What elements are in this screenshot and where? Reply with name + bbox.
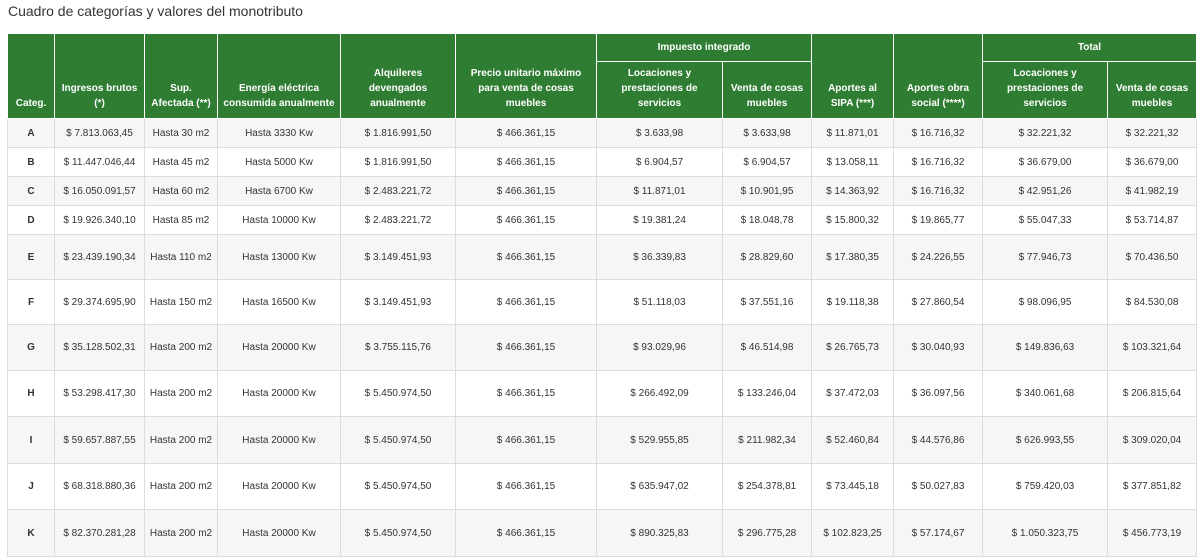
cell-imp-locaciones: $ 11.871,01	[597, 177, 723, 206]
cell-obra-social: $ 27.860,54	[894, 280, 983, 325]
cell-alquileres: $ 2.483.221,72	[341, 206, 456, 235]
cell-total-venta: $ 377.851,82	[1108, 464, 1197, 510]
cell-alquileres: $ 5.450.974,50	[341, 510, 456, 557]
cell-total-locaciones: $ 759.420,03	[983, 464, 1108, 510]
cell-categ: J	[8, 464, 55, 510]
cell-imp-locaciones: $ 93.029,96	[597, 325, 723, 371]
cell-obra-social: $ 24.226,55	[894, 235, 983, 280]
cell-imp-locaciones: $ 635.947,02	[597, 464, 723, 510]
cell-categ: A	[8, 119, 55, 148]
cell-superficie: Hasta 200 m2	[145, 371, 218, 417]
table-row	[8, 206, 1197, 235]
cell-obra-social: $ 16.716,32	[894, 119, 983, 148]
cell-superficie: Hasta 85 m2	[145, 206, 218, 235]
cell-imp-venta: $ 46.514,98	[723, 325, 812, 371]
cell-alquileres: $ 5.450.974,50	[341, 417, 456, 464]
cell-obra-social: $ 19.865,77	[894, 206, 983, 235]
cell-total-locaciones: $ 1.050.323,75	[983, 510, 1108, 557]
cell-alquileres: $ 3.755.115,76	[341, 325, 456, 371]
cell-obra-social: $ 44.576,86	[894, 417, 983, 464]
cell-total-locaciones: $ 149.836,63	[983, 325, 1108, 371]
cell-imp-locaciones: $ 19.381,24	[597, 206, 723, 235]
cell-ingresos: $ 59.657.887,55	[55, 417, 145, 464]
header-ingresos: Ingresos brutos (*)	[55, 34, 145, 119]
cell-energia: Hasta 20000 Kw	[218, 325, 341, 371]
cell-obra-social: $ 57.174,67	[894, 510, 983, 557]
cell-ingresos: $ 68.318.880,36	[55, 464, 145, 510]
table-row	[8, 325, 1197, 371]
cell-energia: Hasta 20000 Kw	[218, 371, 341, 417]
cell-energia: Hasta 20000 Kw	[218, 417, 341, 464]
cell-total-venta: $ 70.436,50	[1108, 235, 1197, 280]
cell-imp-venta: $ 37.551,16	[723, 280, 812, 325]
cell-alquileres: $ 3.149.451,93	[341, 280, 456, 325]
cell-energia: Hasta 20000 Kw	[218, 510, 341, 557]
cell-categ: C	[8, 177, 55, 206]
cell-ingresos: $ 16.050.091,57	[55, 177, 145, 206]
cell-imp-locaciones: $ 529.955,85	[597, 417, 723, 464]
cell-total-venta: $ 36.679,00	[1108, 148, 1197, 177]
header-impuesto-locaciones: Locaciones y prestaciones de servicios	[597, 62, 723, 119]
cell-total-locaciones: $ 340.061,68	[983, 371, 1108, 417]
table-row	[8, 177, 1197, 206]
table-row	[8, 119, 1197, 148]
cell-total-locaciones: $ 55.047,33	[983, 206, 1108, 235]
header-alquileres: Alquileres devengados anualmente	[341, 34, 456, 119]
cell-ingresos: $ 11.447.046,44	[55, 148, 145, 177]
cell-categ: H	[8, 371, 55, 417]
cell-energia: Hasta 20000 Kw	[218, 464, 341, 510]
cell-sipa: $ 19.118,38	[812, 280, 894, 325]
cell-superficie: Hasta 150 m2	[145, 280, 218, 325]
cell-alquileres: $ 1.816.991,50	[341, 148, 456, 177]
cell-ingresos: $ 23.439.190,34	[55, 235, 145, 280]
header-total-locaciones: Locaciones y prestaciones de servicios	[983, 62, 1108, 119]
table-row	[8, 417, 1197, 464]
cell-total-locaciones: $ 98.096,95	[983, 280, 1108, 325]
cell-sipa: $ 17.380,35	[812, 235, 894, 280]
cell-alquileres: $ 1.816.991,50	[341, 119, 456, 148]
header-categ: Categ.	[8, 34, 55, 119]
cell-ingresos: $ 29.374.695,90	[55, 280, 145, 325]
cell-imp-locaciones: $ 36.339,83	[597, 235, 723, 280]
cell-energia: Hasta 13000 Kw	[218, 235, 341, 280]
cell-energia: Hasta 5000 Kw	[218, 148, 341, 177]
cell-total-venta: $ 53.714,87	[1108, 206, 1197, 235]
cell-obra-social: $ 30.040,93	[894, 325, 983, 371]
cell-ingresos: $ 53.298.417,30	[55, 371, 145, 417]
cell-energia: Hasta 10000 Kw	[218, 206, 341, 235]
cell-imp-venta: $ 28.829,60	[723, 235, 812, 280]
monotributo-table	[7, 33, 1197, 557]
cell-ingresos: $ 35.128.502,31	[55, 325, 145, 371]
cell-ingresos: $ 19.926.340,10	[55, 206, 145, 235]
cell-superficie: Hasta 30 m2	[145, 119, 218, 148]
cell-alquileres: $ 2.483.221,72	[341, 177, 456, 206]
header-energia: Energía eléctrica consumida anualmente	[218, 34, 341, 119]
cell-alquileres: $ 3.149.451,93	[341, 235, 456, 280]
cell-precio: $ 466.361,15	[456, 235, 597, 280]
cell-imp-venta: $ 133.246,04	[723, 371, 812, 417]
cell-sipa: $ 11.871,01	[812, 119, 894, 148]
cell-imp-locaciones: $ 890.325,83	[597, 510, 723, 557]
cell-precio: $ 466.361,15	[456, 280, 597, 325]
cell-total-locaciones: $ 626.993,55	[983, 417, 1108, 464]
cell-sipa: $ 15.800,32	[812, 206, 894, 235]
table-row	[8, 148, 1197, 177]
cell-sipa: $ 14.363,92	[812, 177, 894, 206]
cell-sipa: $ 102.823,25	[812, 510, 894, 557]
cell-obra-social: $ 36.097,56	[894, 371, 983, 417]
table-row	[8, 235, 1197, 280]
cell-obra-social: $ 50.027,83	[894, 464, 983, 510]
cell-imp-venta: $ 254.378,81	[723, 464, 812, 510]
cell-categ: I	[8, 417, 55, 464]
cell-superficie: Hasta 200 m2	[145, 464, 218, 510]
cell-superficie: Hasta 200 m2	[145, 325, 218, 371]
cell-precio: $ 466.361,15	[456, 325, 597, 371]
cell-superficie: Hasta 60 m2	[145, 177, 218, 206]
cell-categ: E	[8, 235, 55, 280]
cell-imp-venta: $ 296.775,28	[723, 510, 812, 557]
cell-precio: $ 466.361,15	[456, 417, 597, 464]
cell-total-locaciones: $ 32.221,32	[983, 119, 1108, 148]
cell-total-venta: $ 456.773,19	[1108, 510, 1197, 557]
cell-superficie: Hasta 110 m2	[145, 235, 218, 280]
cell-superficie: Hasta 200 m2	[145, 417, 218, 464]
cell-obra-social: $ 16.716,32	[894, 148, 983, 177]
cell-energia: Hasta 3330 Kw	[218, 119, 341, 148]
table-row	[8, 280, 1197, 325]
cell-precio: $ 466.361,15	[456, 148, 597, 177]
cell-ingresos: $ 7.813.063,45	[55, 119, 145, 148]
cell-imp-venta: $ 3.633,98	[723, 119, 812, 148]
header-total: Total	[983, 34, 1197, 62]
cell-total-venta: $ 41.982,19	[1108, 177, 1197, 206]
cell-superficie: Hasta 45 m2	[145, 148, 218, 177]
cell-imp-venta: $ 10.901,95	[723, 177, 812, 206]
cell-categ: B	[8, 148, 55, 177]
cell-precio: $ 466.361,15	[456, 510, 597, 557]
header-superficie: Sup. Afectada (**)	[145, 34, 218, 119]
header-total-venta: Venta de cosas muebles	[1108, 62, 1197, 119]
header-impuesto-venta: Venta de cosas muebles	[723, 62, 812, 119]
cell-obra-social: $ 16.716,32	[894, 177, 983, 206]
cell-categ: K	[8, 510, 55, 557]
header-impuesto-integrado: Impuesto integrado	[597, 34, 812, 62]
cell-total-locaciones: $ 36.679,00	[983, 148, 1108, 177]
header-aportes-sipa: Aportes al SIPA (***)	[812, 34, 894, 119]
cell-sipa: $ 26.765,73	[812, 325, 894, 371]
table-row	[8, 464, 1197, 510]
cell-sipa: $ 37.472,03	[812, 371, 894, 417]
cell-imp-locaciones: $ 6.904,57	[597, 148, 723, 177]
cell-imp-locaciones: $ 51.118,03	[597, 280, 723, 325]
cell-sipa: $ 52.460,84	[812, 417, 894, 464]
cell-sipa: $ 73.445,18	[812, 464, 894, 510]
cell-total-venta: $ 103.321,64	[1108, 325, 1197, 371]
cell-total-venta: $ 206.815,64	[1108, 371, 1197, 417]
cell-total-locaciones: $ 42.951,26	[983, 177, 1108, 206]
cell-precio: $ 466.361,15	[456, 119, 597, 148]
header-precio-unitario: Precio unitario máximo para venta de cosas muebles	[456, 34, 597, 119]
cell-total-locaciones: $ 77.946,73	[983, 235, 1108, 280]
cell-sipa: $ 13.058,11	[812, 148, 894, 177]
cell-energia: Hasta 6700 Kw	[218, 177, 341, 206]
cell-categ: F	[8, 280, 55, 325]
cell-imp-venta: $ 6.904,57	[723, 148, 812, 177]
cell-categ: D	[8, 206, 55, 235]
cell-categ: G	[8, 325, 55, 371]
cell-imp-venta: $ 18.048,78	[723, 206, 812, 235]
table-row	[8, 371, 1197, 417]
cell-precio: $ 466.361,15	[456, 371, 597, 417]
table-row	[8, 510, 1197, 557]
cell-alquileres: $ 5.450.974,50	[341, 371, 456, 417]
cell-superficie: Hasta 200 m2	[145, 510, 218, 557]
cell-imp-locaciones: $ 3.633,98	[597, 119, 723, 148]
cell-imp-venta: $ 211.982,34	[723, 417, 812, 464]
header-aportes-obra-social: Aportes obra social (****)	[894, 34, 983, 119]
cell-precio: $ 466.361,15	[456, 464, 597, 510]
cell-total-venta: $ 32.221,32	[1108, 119, 1197, 148]
cell-precio: $ 466.361,15	[456, 177, 597, 206]
cell-alquileres: $ 5.450.974,50	[341, 464, 456, 510]
cell-imp-locaciones: $ 266.492,09	[597, 371, 723, 417]
cell-ingresos: $ 82.370.281,28	[55, 510, 145, 557]
cell-energia: Hasta 16500 Kw	[218, 280, 341, 325]
page-title: Cuadro de categorías y valores del monotributo	[8, 3, 303, 19]
cell-precio: $ 466.361,15	[456, 206, 597, 235]
cell-total-venta: $ 84.530,08	[1108, 280, 1197, 325]
cell-total-venta: $ 309.020,04	[1108, 417, 1197, 464]
